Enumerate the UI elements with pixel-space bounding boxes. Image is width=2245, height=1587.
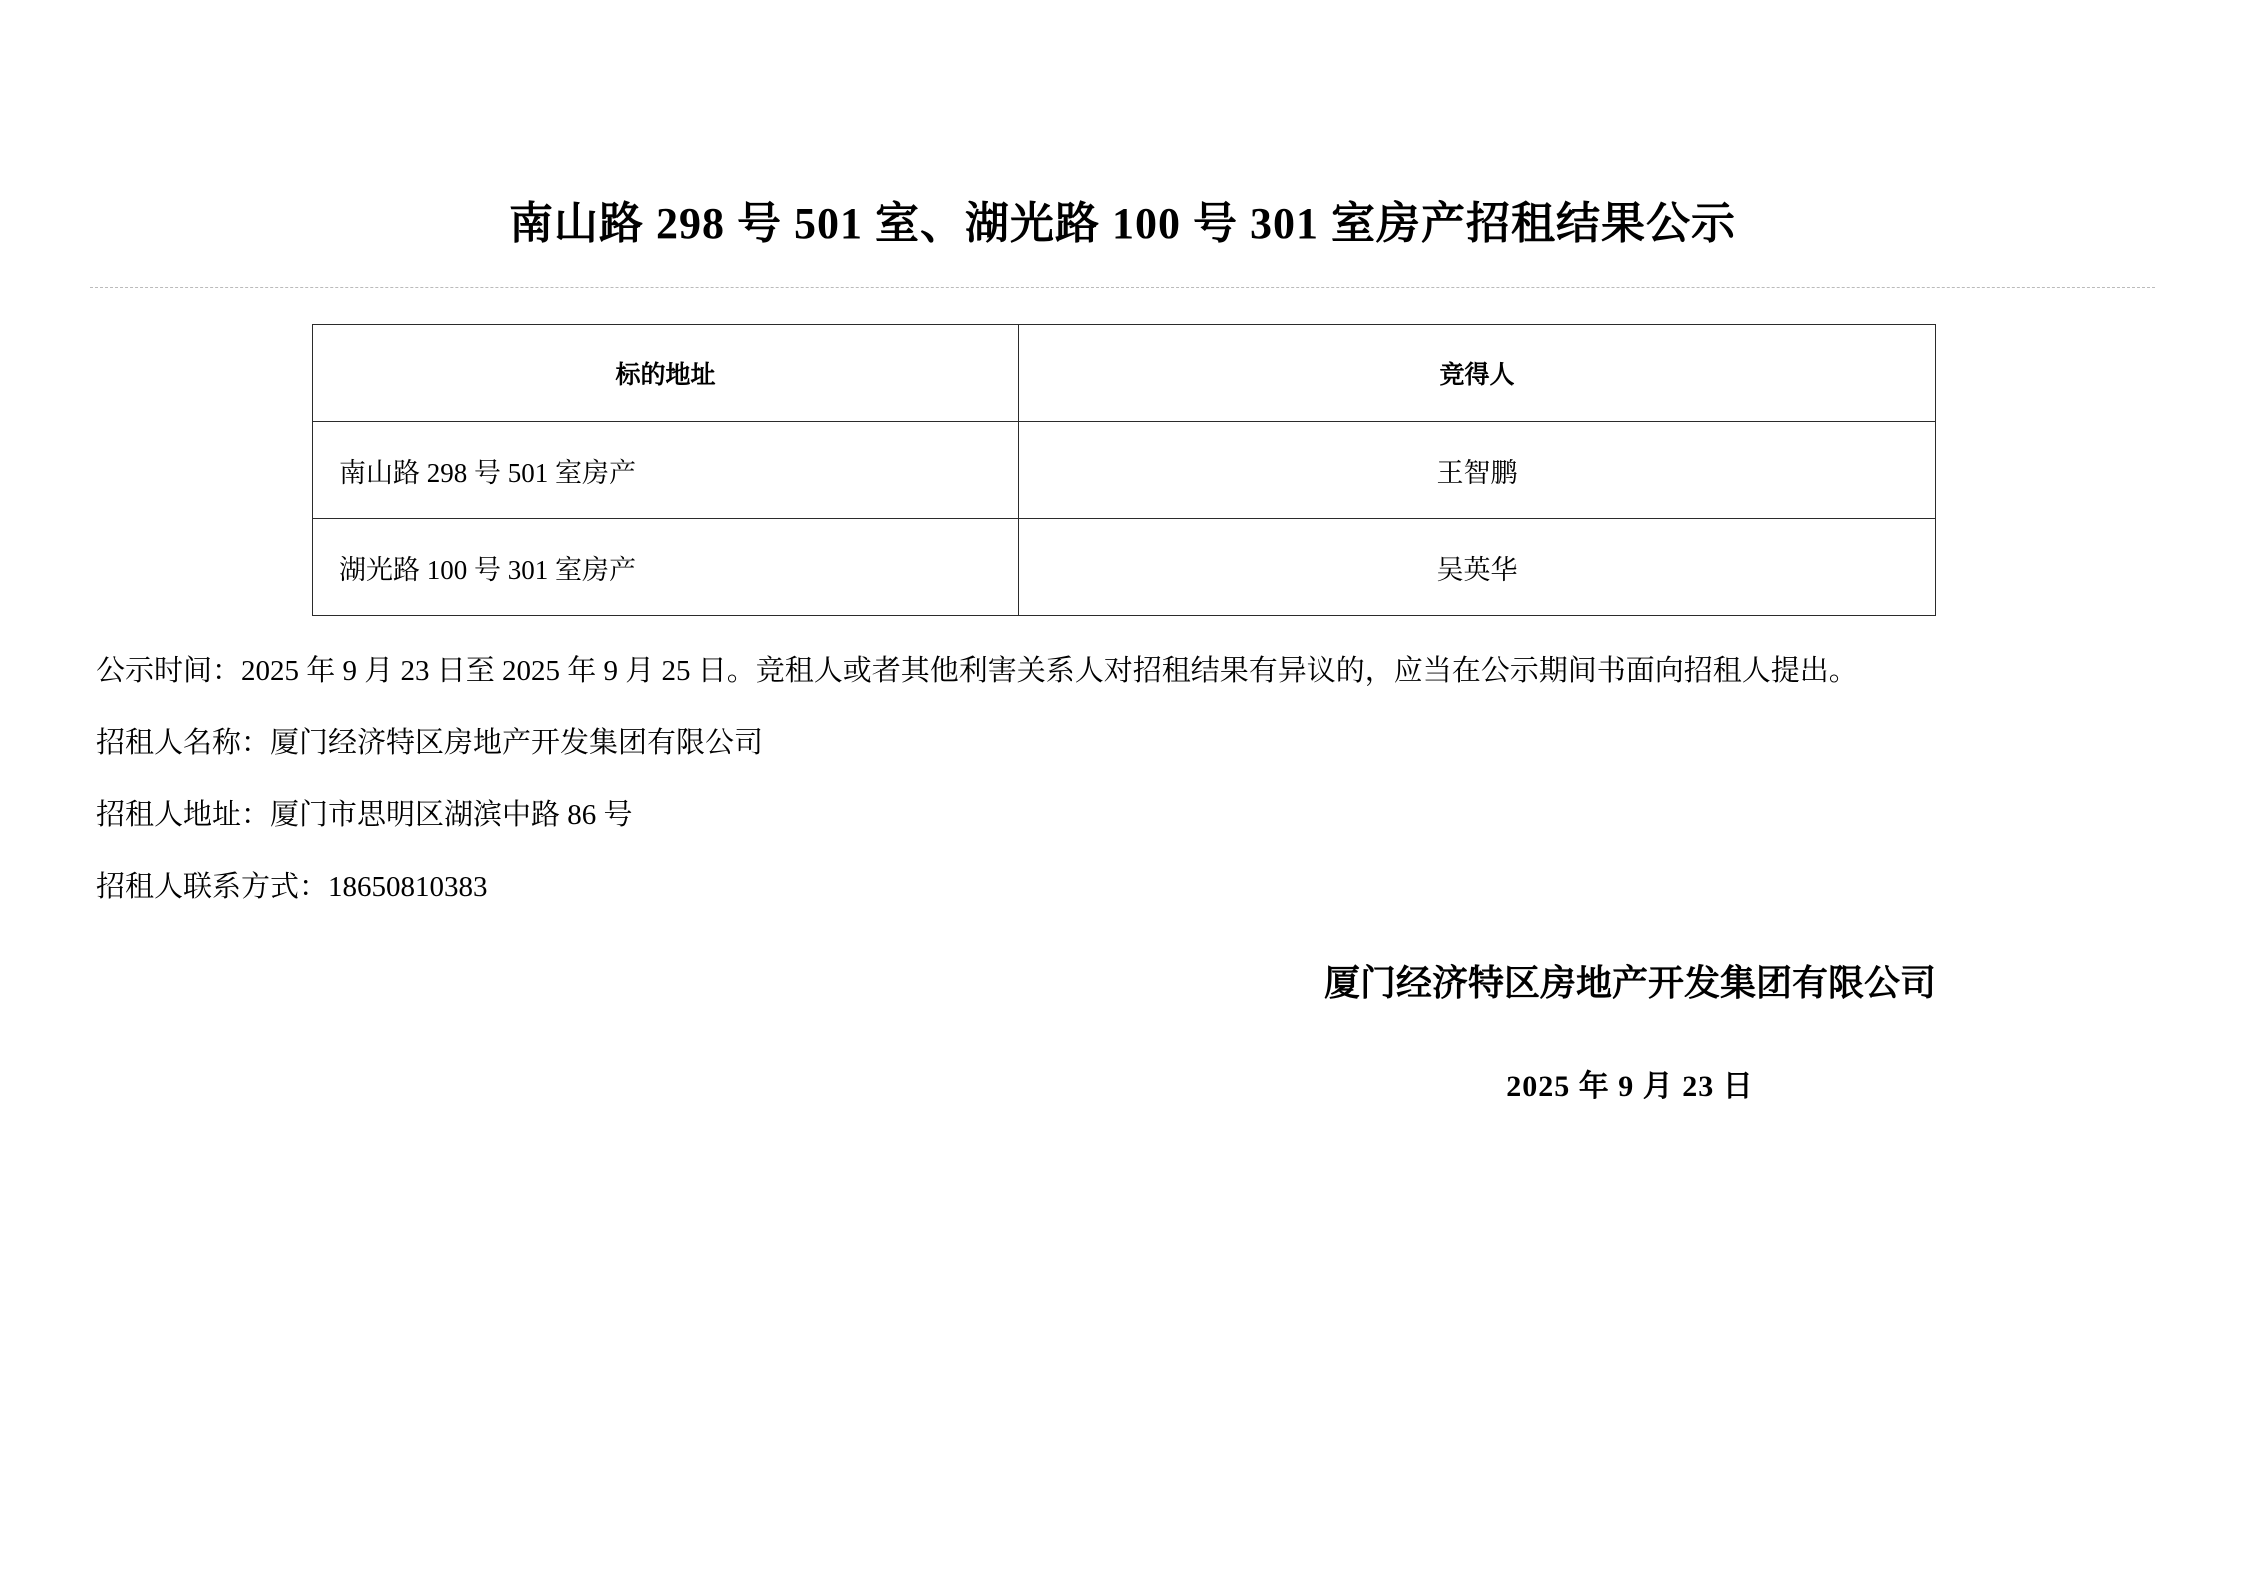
table-cell-winner: 王智鹏 xyxy=(1019,422,1936,519)
table-header-row xyxy=(313,325,1936,422)
table-cell-address: 南山路 298 号 501 室房产 xyxy=(313,422,1019,519)
signature-company: 厦门经济特区房地产开发集团有限公司 xyxy=(1323,963,1936,1003)
title-divider xyxy=(90,287,2155,288)
result-table xyxy=(312,324,1936,616)
table-header-address: 标的地址 xyxy=(313,325,1019,422)
signature-block xyxy=(1280,960,1980,1105)
lessor-address-paragraph: 招租人地址：厦门市思明区湖滨中路 86 号 xyxy=(96,799,633,831)
table-row xyxy=(313,422,1936,519)
table-cell-winner: 吴英华 xyxy=(1019,519,1936,616)
table-header-winner: 竞得人 xyxy=(1019,325,1936,422)
table-cell-address: 湖光路 100 号 301 室房产 xyxy=(313,519,1019,616)
body-text-block xyxy=(96,635,2166,923)
lessor-contact-paragraph: 招租人联系方式：18650810383 xyxy=(96,871,488,903)
result-table-container xyxy=(312,324,1936,616)
notice-period-paragraph: 公示时间：2025 年 9 月 23 日至 2025 年 9 月 25 日。竞租人或者其他利害关系人对招租结果有异议的，应当在公示期间书面向招租人提出。 xyxy=(96,655,1858,687)
lessor-name-paragraph: 招租人名称：厦门经济特区房地产开发集团有限公司 xyxy=(96,727,764,759)
table-row xyxy=(313,519,1936,616)
page-title: 南山路 298 号 501 室、湖光路 100 号 301 室房产招租结果公示 xyxy=(509,199,1736,248)
signature-date: 2025 年 9 月 23 日 xyxy=(1506,1069,1754,1103)
